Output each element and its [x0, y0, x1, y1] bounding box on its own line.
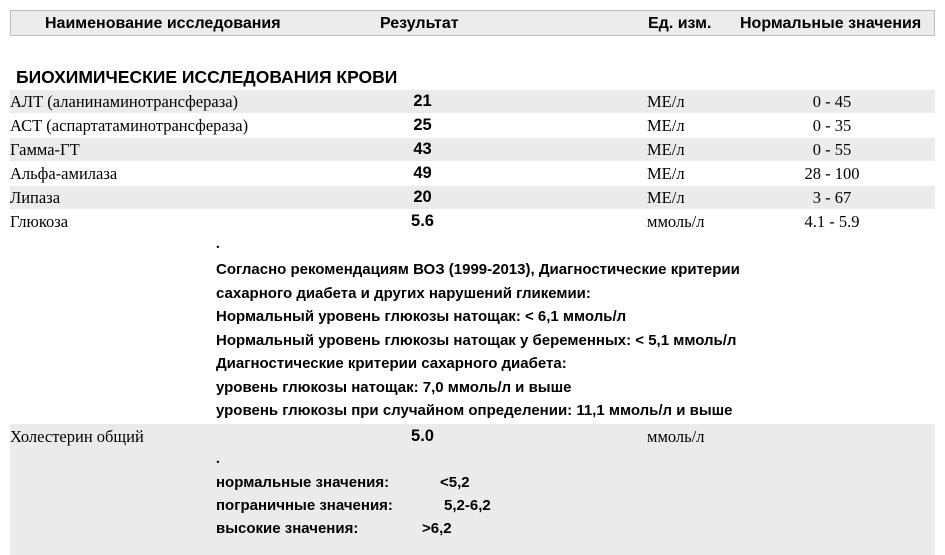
test-name: Альфа-амилаза — [10, 164, 118, 183]
test-norm: 28 - 100 — [804, 164, 860, 183]
table-row — [10, 114, 935, 137]
note-line: уровень глюкозы натощак: 7,0 ммоль/л и выше — [216, 378, 572, 396]
cholesterol-range — [216, 474, 470, 491]
test-unit: МЕ/л — [647, 116, 685, 135]
header-result: Результат — [380, 15, 459, 32]
test-unit: МЕ/л — [647, 140, 685, 159]
test-result: 21 — [413, 92, 432, 110]
test-unit: МЕ/л — [647, 188, 685, 207]
note-dot: . — [216, 451, 220, 467]
cholesterol-range — [216, 520, 452, 537]
table-row — [10, 210, 935, 233]
range-label: высокие значения: — [216, 520, 359, 537]
test-name: Холестерин общий — [10, 427, 144, 446]
test-result: 20 — [413, 188, 432, 206]
range-value: 5,2-6,2 — [444, 497, 491, 514]
table-row — [10, 138, 935, 161]
note-line: Согласно рекомендациям ВОЗ (1999-2013), Диагностические критерии — [216, 261, 740, 278]
test-norm: 0 - 55 — [812, 140, 852, 159]
header-norm: Нормальные значения — [740, 15, 922, 32]
table-header — [10, 10, 935, 36]
note-line: Нормальный уровень глюкозы натощак: < 6,1 ммоль/л — [216, 308, 627, 325]
range-value: <5,2 — [440, 474, 470, 491]
table-row — [10, 162, 935, 185]
test-unit: МЕ/л — [647, 164, 685, 183]
test-unit: ммоль/л — [647, 427, 705, 446]
test-norm: 4.1 - 5.9 — [804, 212, 860, 231]
test-norm: 0 - 45 — [812, 92, 852, 111]
test-result: 49 — [413, 164, 432, 182]
header-unit: Ед. изм. — [648, 15, 712, 32]
section-title: БИОХИМИЧЕСКИЕ ИССЛЕДОВАНИЯ КРОВИ — [16, 67, 398, 87]
note-line: Нормальный уровень глюкозы натощак у беременных: < 5,1 ммоль/л — [216, 331, 737, 349]
range-label: пограничные значения: — [216, 497, 393, 514]
note-line: сахарного диабета и других нарушений гликемии: — [216, 284, 591, 302]
test-result: 43 — [413, 140, 432, 158]
note-line: Диагностические критерии сахарного диабета: — [216, 355, 567, 372]
test-name: АСТ (аспартатаминотрансфераза) — [10, 116, 249, 135]
table-row — [10, 90, 935, 113]
range-value: >6,2 — [422, 520, 452, 537]
glucose-note — [216, 258, 740, 423]
table-row — [10, 425, 935, 448]
range-label: нормальные значения: — [216, 474, 390, 491]
test-name: Липаза — [10, 188, 61, 207]
test-unit: МЕ/л — [647, 92, 685, 111]
test-norm: 0 - 35 — [812, 116, 852, 135]
test-norm: 3 - 67 — [812, 188, 852, 207]
note-line: уровень глюкозы при случайном определении: 11,1 ммоль/л и выше — [216, 402, 733, 419]
test-name: Глюкоза — [10, 212, 69, 231]
test-result: 5.0 — [411, 427, 434, 445]
test-result: 5.6 — [411, 212, 434, 230]
note-dot: . — [216, 236, 220, 252]
test-name: АЛТ (аланинаминотрансфераза) — [10, 92, 239, 111]
test-unit: ммоль/л — [647, 212, 705, 231]
header-name: Наименование исследования — [45, 15, 281, 32]
test-name: Гамма-ГТ — [10, 140, 80, 159]
test-result: 25 — [413, 116, 432, 134]
cholesterol-range — [216, 497, 491, 514]
table-row — [10, 186, 935, 209]
